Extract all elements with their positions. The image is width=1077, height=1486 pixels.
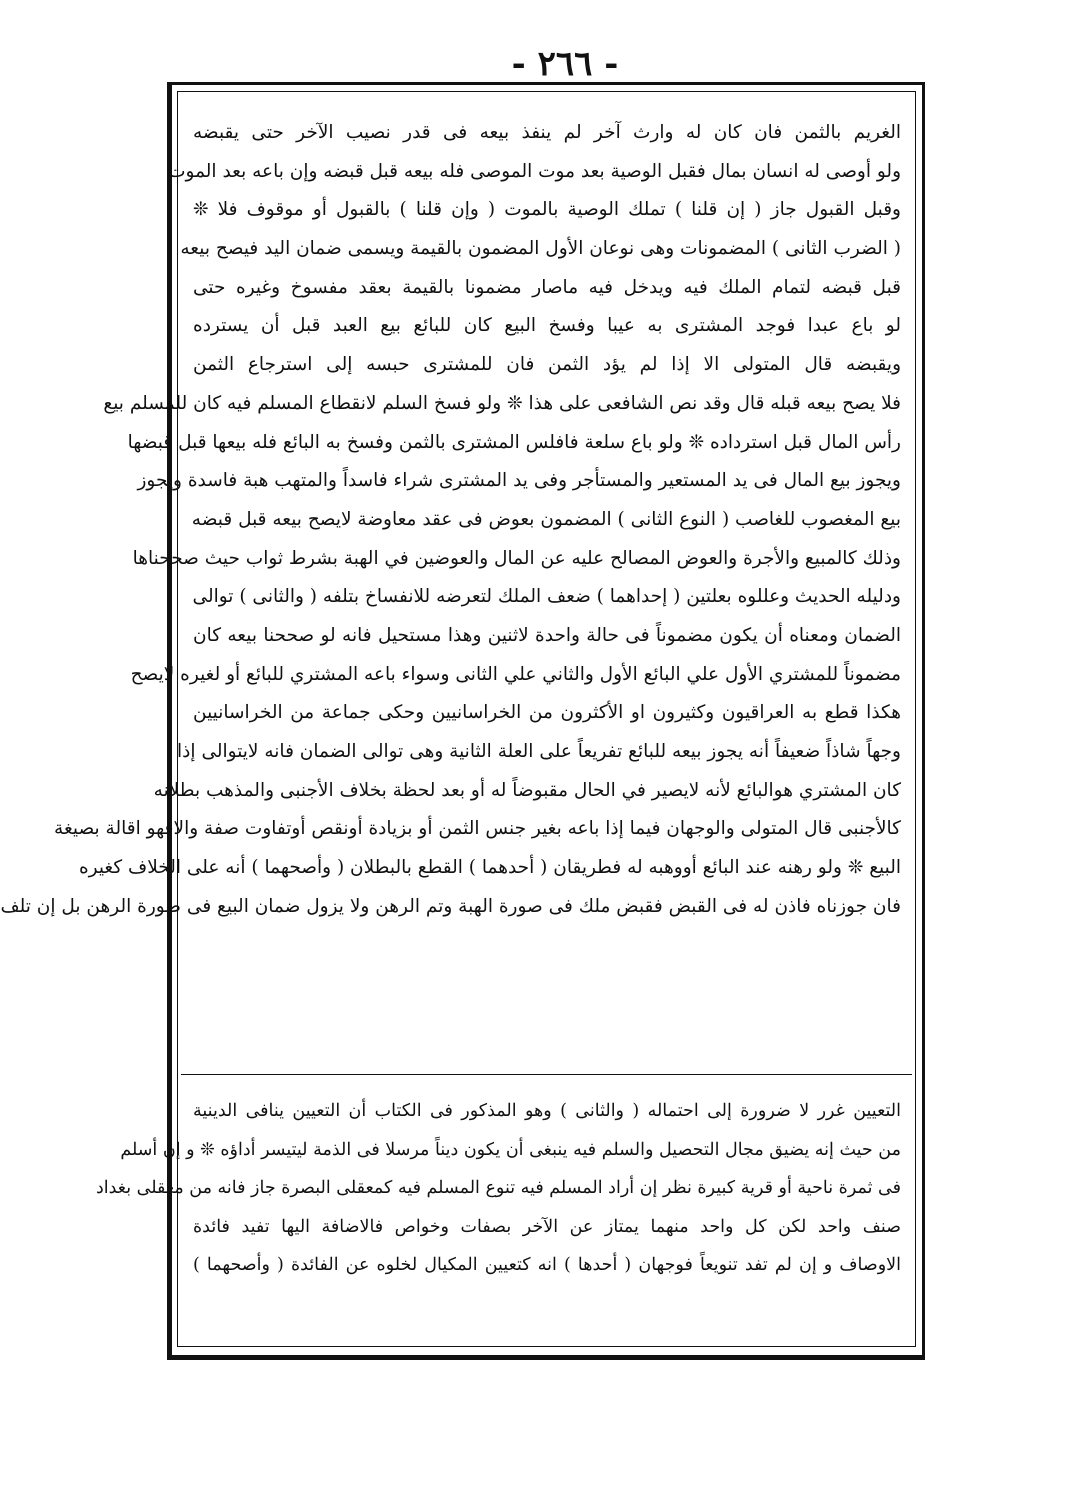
text-line: هكذا قطع به العراقيون وكثيرون او الأكثرون من الخراسانيين وحكى جماعة من الخراسانيين xyxy=(193,702,901,724)
footnote-body xyxy=(95,1092,901,1332)
footnote-line: فى ثمرة ناحية أو قرية كبيرة نظر إن أراد المسلم فيه تنوع المسلم فيه كمعقلى البصرة جاز فانه من معقلى بغداد xyxy=(95,1178,901,1198)
text-line: فلا يصح بيعه قبله قال وقد نص الشافعى على هذا ❊ ولو فسخ السلم لانقطاع المسلم فيه كان للمسلم بيع xyxy=(103,392,901,414)
text-line: كان المشتري هوالبائع لأنه لايصير في الحال مقبوضاً له أو بعد لحظة بخلاف الأجنبى والمذهب بطلانه xyxy=(153,779,901,801)
text-line: رأس المال قبل استرداده ❊ ولو باع سلعة فافلس المشترى بالثمن وفسخ به البائع فله بيعها قبل قبضها xyxy=(127,431,901,453)
footnote-line: صنف واحد لكن كل واحد منهما يمتاز عن الآخر بصفات وخواص فالاضافة اليها تفيد فائدة xyxy=(193,1216,901,1237)
text-line: ودليله الحديث وعللوه بعلتين ( إحداهما ) ضعف الملك لتعرضه للانفساخ بتلفه ( والثانى ) توالى xyxy=(192,586,901,608)
text-line: وقبل القبول جاز ( إن قلنا ) تملك الوصية بالموت ( وإن قلنا ) بالقبول أو موقوف فلا ❊ xyxy=(193,199,901,221)
footnote-line: من حيث إنه يضيق مجال التحصيل والسلم فيه ينبغى أن يكون ديناً مرسلا فى الذمة ليتيسر أداؤه ❊ و إن أسلم xyxy=(120,1139,901,1160)
text-line: قبل قبضه لتمام الملك فيه ويدخل فيه ماصار مضمونا بالقيمة بعقد مفسوخ وغيره حتى xyxy=(193,276,901,298)
footnote-line: التعيين غرر لا ضرورة إلى احتماله ( والثانى ) وهو المذكور فى الكتاب أن التعيين ينافى الدينية xyxy=(193,1101,901,1121)
text-line: وذلك كالمبيع والأجرة والعوض المصالح عليه عن المال والعوضين في الهبة بشرط ثواب حيث صححناها xyxy=(132,547,901,569)
footnote-separator xyxy=(181,1074,912,1075)
text-line: كالأجنبى قال المتولى والوجهان فيما إذا باعه بغير جنس الثمن أو بزيادة أونقص أوتفاوت صفة والافهو اقالة بصيغة xyxy=(54,818,901,840)
text-line: فان جوزناه فاذن له فى القبض فقبض ملك فى صورة الهبة وتم الرهن ولا يزول ضمان البيع فى صورة الرهن بل إن تلف xyxy=(0,895,901,917)
page-number: - ٢٦٦ - xyxy=(511,44,619,84)
text-line: بيع المغصوب للغاصب ( النوع الثانى ) المضمون بعوض فى عقد معاوضة لايصح بيعه قبل قبضه xyxy=(191,508,901,530)
text-line: ( الضرب الثانى ) المضمونات وهى نوعان الأول المضمون بالقيمة ويسمى ضمان اليد فيصح بيعه xyxy=(180,238,901,260)
text-line: ولو أوصى له انسان بمال فقبل الوصية بعد موت الموصى فله بيعه قبل قبضه وإن باعه بعد الموت xyxy=(168,160,901,182)
text-line: وجهاً شاذاً ضعيفاً أنه يجوز بيعه للبائع تفريعاً على العلة الثانية وهى توالى الضمان فانه لايتوالى إذا xyxy=(177,741,901,762)
text-line: ويجوز بيع المال فى يد المستعير والمستأجر وفى يد المشترى شراء فاسداً والمتهب هبة فاسدة ويجوز xyxy=(137,470,901,492)
text-line: لو باع عبدا فوجد المشترى به عيبا وفسخ البيع كان للبائع بيع العبد قبل أن يسترده xyxy=(193,315,901,337)
text-line: مضموناً للمشتري الأول علي البائع الأول والثاني علي الثانى وسواء باعه المشتري للبائع أو لغيره لايصح xyxy=(130,663,901,685)
footnote-line: الاوصاف و إن لم تفد تنويعاً فوجهان ( أحدها ) انه كتعيين المكيال لخلوه عن الفائدة ( وأصحهما ) xyxy=(193,1255,901,1275)
text-line: الضمان ومعناه أن يكون مضموناً فى حالة واحدة لاثنين وهذا مستحيل فانه لو صححنا بيعه كان xyxy=(193,624,901,646)
text-line: الغريم بالثمن فان كان له وارث آخر لم ينفذ بيعه فى قدر نصيب الآخر حتى يقبضه xyxy=(193,122,901,143)
text-line: البيع ❊ ولو رهنه عند البائع أووهبه له فطريقان ( أحدهما ) القطع بالبطلان ( وأصحهما ) أنه على الخلاف كغيره xyxy=(78,857,901,879)
main-text-body xyxy=(0,114,902,1044)
text-line: ويقبضه قال المتولى الا إذا لم يؤد الثمن فان للمشترى حبسه إلى استرجاع الثمن xyxy=(193,354,902,376)
